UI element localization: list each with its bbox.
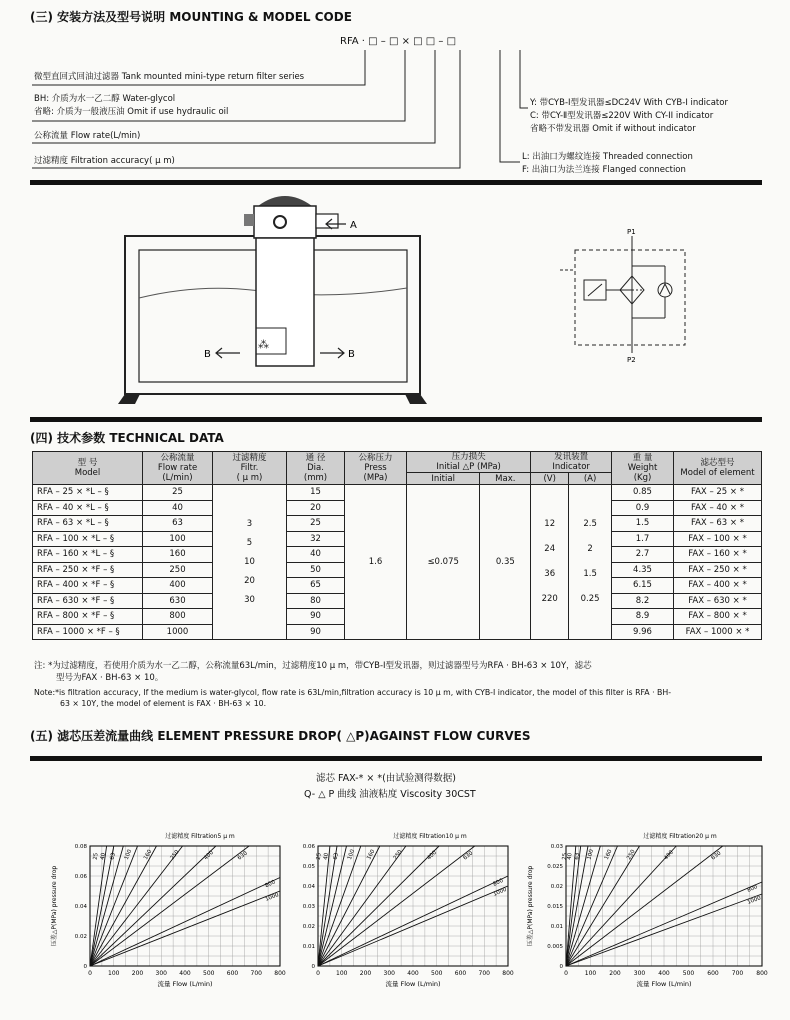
series-label-160: 160	[603, 848, 614, 861]
series-label-400: 400	[663, 849, 675, 862]
header-pressure-loss: 压力损失 Initial △P (MPa)	[407, 452, 531, 473]
y-tick-label: 0.01	[550, 924, 563, 930]
y-tick-label: 0.02	[302, 924, 315, 930]
x-tick-label: 0	[316, 970, 320, 977]
press-value: 1.6	[345, 485, 407, 640]
x-tick-label: 700	[731, 970, 744, 977]
curves-subtitle-1: 滤芯 FAX-* × *(由试验测得数据)	[316, 773, 456, 784]
y-tick-label: 0.03	[302, 904, 315, 910]
label-b-left: B	[204, 349, 211, 360]
series-label-250: 250	[169, 849, 181, 862]
y-tick-label: 0	[311, 964, 315, 970]
series-label-100: 100	[586, 848, 596, 861]
table-row: RFA – 630 × *F – § 630 80 8.2 FAX – 630 × *	[33, 593, 762, 609]
x-tick-label: 600	[226, 970, 239, 977]
note-en: Note:*is filtration accuracy, If the medium is water-glycol, flow rate is 63L/min,filtration accuracy is 10 μ m, with CYB-I indicator, the model of this filter is RFA · BH- 63 × 10Y, the model of element is FAX · BH-63 × 10.	[34, 688, 672, 708]
x-tick-label: 600	[707, 970, 719, 977]
table-row: RFA – 100 × *L – § 100 32 1.7 FAX – 100 × *	[33, 531, 762, 547]
y-tick-label: 0.05	[302, 864, 315, 870]
initial-loss: ≤0.075	[407, 485, 480, 640]
model-code: RFA · □ – □ × □ □ – □	[340, 36, 457, 47]
y-tick-label: 0.04	[302, 884, 315, 890]
y-tick-label: 0.06	[74, 874, 87, 880]
technical-section-title: (四) 技术参数 TECHNICAL DATA	[30, 431, 224, 445]
x-tick-label: 400	[179, 970, 191, 977]
series-label-40: 40	[99, 852, 108, 861]
y-tick-label: 0	[83, 964, 87, 970]
series-label-63: 63	[332, 852, 341, 861]
series-label-1000: 1000	[746, 895, 762, 906]
label-indicator-c: C: 带CY-Ⅱ型发讯器≤220V With CY-II indicator	[530, 111, 714, 121]
x-tick-label: 100	[336, 970, 348, 977]
series-label-160: 160	[143, 848, 154, 861]
header-max: Max.	[480, 473, 531, 485]
indicator-voltages: 12 24 36 220	[531, 485, 569, 640]
max-loss: 0.35	[480, 485, 531, 640]
header-volt: (V)	[531, 473, 569, 485]
y-tick-label: 0.015	[547, 904, 563, 910]
series-label-160: 160	[366, 848, 377, 861]
x-tick-label: 100	[108, 970, 120, 977]
series-label-100: 100	[346, 848, 357, 861]
label-p1: P1	[627, 228, 636, 236]
header-amp: (A)	[569, 473, 612, 485]
y-axis-label: 压差△P(MPa) pressure drop	[527, 865, 534, 947]
header-indicator: 发讯装置 Indicator	[531, 452, 612, 473]
series-label-800: 800	[264, 879, 277, 890]
chart-title: 过滤精度 Filtration10 μ m	[393, 833, 467, 840]
y-tick-label: 0.03	[550, 844, 563, 850]
note-cn: 注: *为过滤精度，若使用介质为水一乙二醇，公称流量63L/min，过滤精度10 μ m，带CYB-Ⅰ型发讯器，则过滤器型号为RFA · BH-63 × 10Y，滤芯 型号为FAX · BH-63 × 10。	[34, 661, 592, 683]
curves-subtitle-2: Q- △ P 曲线 油液粘度 Viscosity 30CST	[304, 789, 476, 800]
series-label-400: 400	[426, 849, 438, 862]
label-flow-rate: 公称流量 Flow rate(L/min)	[34, 131, 141, 141]
label-indicator-y: Y: 带CYB-Ⅰ型发讯器≤DC24V With CYB-I indicator	[530, 98, 728, 108]
x-tick-label: 400	[407, 970, 419, 977]
table-row: RFA – 400 × *F – § 400 65 6.15 FAX – 400 × *	[33, 578, 762, 594]
header-weight: 重 量 Weight (Kg)	[612, 452, 674, 485]
x-tick-label: 800	[502, 970, 514, 977]
series-label-25: 25	[92, 852, 100, 861]
series-label-100: 100	[123, 848, 134, 861]
header-model: 型 号 Model	[33, 452, 143, 485]
x-tick-label: 0	[564, 970, 568, 977]
x-tick-label: 300	[633, 970, 646, 977]
label-series: 微型直回式回油过滤器 Tank mounted mini-type return filter series	[34, 72, 305, 82]
series-label-25: 25	[561, 852, 569, 861]
y-tick-label: 0.02	[74, 934, 87, 940]
y-tick-label: 0.06	[302, 844, 315, 850]
series-label-1000: 1000	[264, 892, 280, 903]
table-row: RFA – 800 × *F – § 800 90 8.9 FAX – 800 × *	[33, 609, 762, 625]
curves-section-title: (五) 滤芯压差流量曲线 ELEMENT PRESSURE DROP( △P)AGAINST FLOW CURVES	[30, 729, 531, 743]
x-axis-label: 流量 Flow (L/min)	[636, 980, 692, 988]
x-tick-label: 200	[359, 970, 372, 977]
table-row: RFA – 160 × *L – § 160 40 2.7 FAX – 160 × *	[33, 547, 762, 563]
y-tick-label: 0.08	[74, 844, 87, 850]
x-tick-label: 0	[88, 970, 92, 977]
header-element: 滤芯型号 Model of element	[674, 452, 762, 485]
header-filtration: 过滤精度 Filtr. ( μ m)	[213, 452, 287, 485]
x-tick-label: 500	[431, 970, 443, 977]
y-axis-label: 压差△P(MPa) pressure drop	[51, 865, 58, 947]
x-tick-label: 100	[584, 970, 597, 977]
x-tick-label: 400	[658, 970, 670, 977]
y-tick-label: 0.02	[550, 884, 563, 890]
series-label-1000: 1000	[492, 886, 508, 898]
x-tick-label: 800	[756, 970, 768, 977]
series-label-800: 800	[492, 877, 505, 888]
y-tick-label: 0.025	[547, 864, 563, 870]
label-water-glycol: BH: 介质为水一乙二醇 Water-glycol	[34, 94, 176, 104]
x-tick-label: 300	[155, 970, 167, 977]
label-flanged: F: 出油口为法兰连接 Flanged connection	[522, 165, 686, 175]
label-indicator-omit: 省略不带发讯器 Omit if without indicator	[530, 124, 696, 134]
mounting-section-title: (三) 安装方法及型号说明 MOUNTING & MODEL CODE	[30, 10, 352, 24]
x-tick-label: 500	[203, 970, 215, 977]
header-dia: 通 径 Dia. (mm)	[287, 452, 345, 485]
series-label-63: 63	[574, 852, 582, 861]
x-tick-label: 200	[131, 970, 144, 977]
table-row: RFA – 63 × *L – § 63 25 1.5 FAX – 63 × *	[33, 516, 762, 532]
series-label-40: 40	[566, 852, 574, 861]
series-label-250: 250	[626, 848, 637, 862]
y-tick-label: 0.005	[547, 944, 563, 950]
y-tick-label: 0.04	[74, 904, 87, 910]
y-tick-label: 0.01	[302, 944, 315, 950]
chart-title: 过滤精度 Filtration20 μ m	[643, 833, 717, 840]
x-tick-label: 800	[274, 970, 286, 977]
header-initial: Initial	[407, 473, 480, 485]
label-a: A	[350, 220, 357, 231]
x-axis-label: 流量 Flow (L/min)	[157, 980, 213, 988]
label-threaded: L: 出油口为螺纹连接 Threaded connection	[522, 152, 693, 162]
x-tick-label: 700	[478, 970, 490, 977]
x-tick-label: 600	[454, 970, 467, 977]
table-row: RFA – 1000 × *F – § 1000 90 9.96 FAX – 1000 × *	[33, 624, 762, 640]
table-row: RFA – 40 × *L – § 40 20 0.9 FAX – 40 × *	[33, 500, 762, 516]
indicator-currents: 2.5 2 1.5 0.25	[569, 485, 612, 640]
label-b-right: B	[348, 349, 355, 360]
x-tick-label: 500	[682, 970, 695, 977]
series-label-25: 25	[315, 852, 323, 861]
series-label-250: 250	[392, 849, 404, 862]
header-flow: 公称流量 Flow rate (L/min)	[143, 452, 213, 485]
table-row: RFA – 25 × *L – § 25 3 5 10 20 30 15 1.6 ≤0.075 0.35 12 24 36 220 2.5 2 1.5 0.25 0.85 FAX – 25 × *	[33, 485, 762, 501]
header-press: 公称压力 Press (MPa)	[345, 452, 407, 485]
label-filtration: 过滤精度 Filtration accuracy( μ m)	[34, 156, 175, 166]
series-label-40: 40	[323, 852, 331, 861]
series-label-63: 63	[109, 852, 118, 861]
x-tick-label: 300	[383, 970, 395, 977]
label-hydraulic-oil: 省略: 介质为一般液压油 Omit if use hydraulic oil	[34, 107, 229, 117]
filtration-values: 3 5 10 20 30	[213, 485, 287, 640]
series-label-800: 800	[746, 884, 759, 894]
x-axis-label: 流量 Flow (L/min)	[385, 980, 441, 988]
label-p2: P2	[627, 356, 636, 364]
chart-title: 过滤精度 Filtration5 μ m	[165, 833, 235, 840]
x-tick-label: 700	[250, 970, 262, 977]
svg-text:⁂: ⁂	[258, 338, 269, 351]
x-tick-label: 200	[609, 970, 621, 977]
series-label-630: 630	[710, 850, 723, 862]
y-tick-label: 0	[559, 964, 563, 970]
series-label-630: 630	[462, 850, 475, 862]
series-label-400: 400	[203, 849, 215, 862]
series-label-630: 630	[236, 850, 249, 862]
table-row: RFA – 250 × *F – § 250 50 4.35 FAX – 250 × *	[33, 562, 762, 578]
